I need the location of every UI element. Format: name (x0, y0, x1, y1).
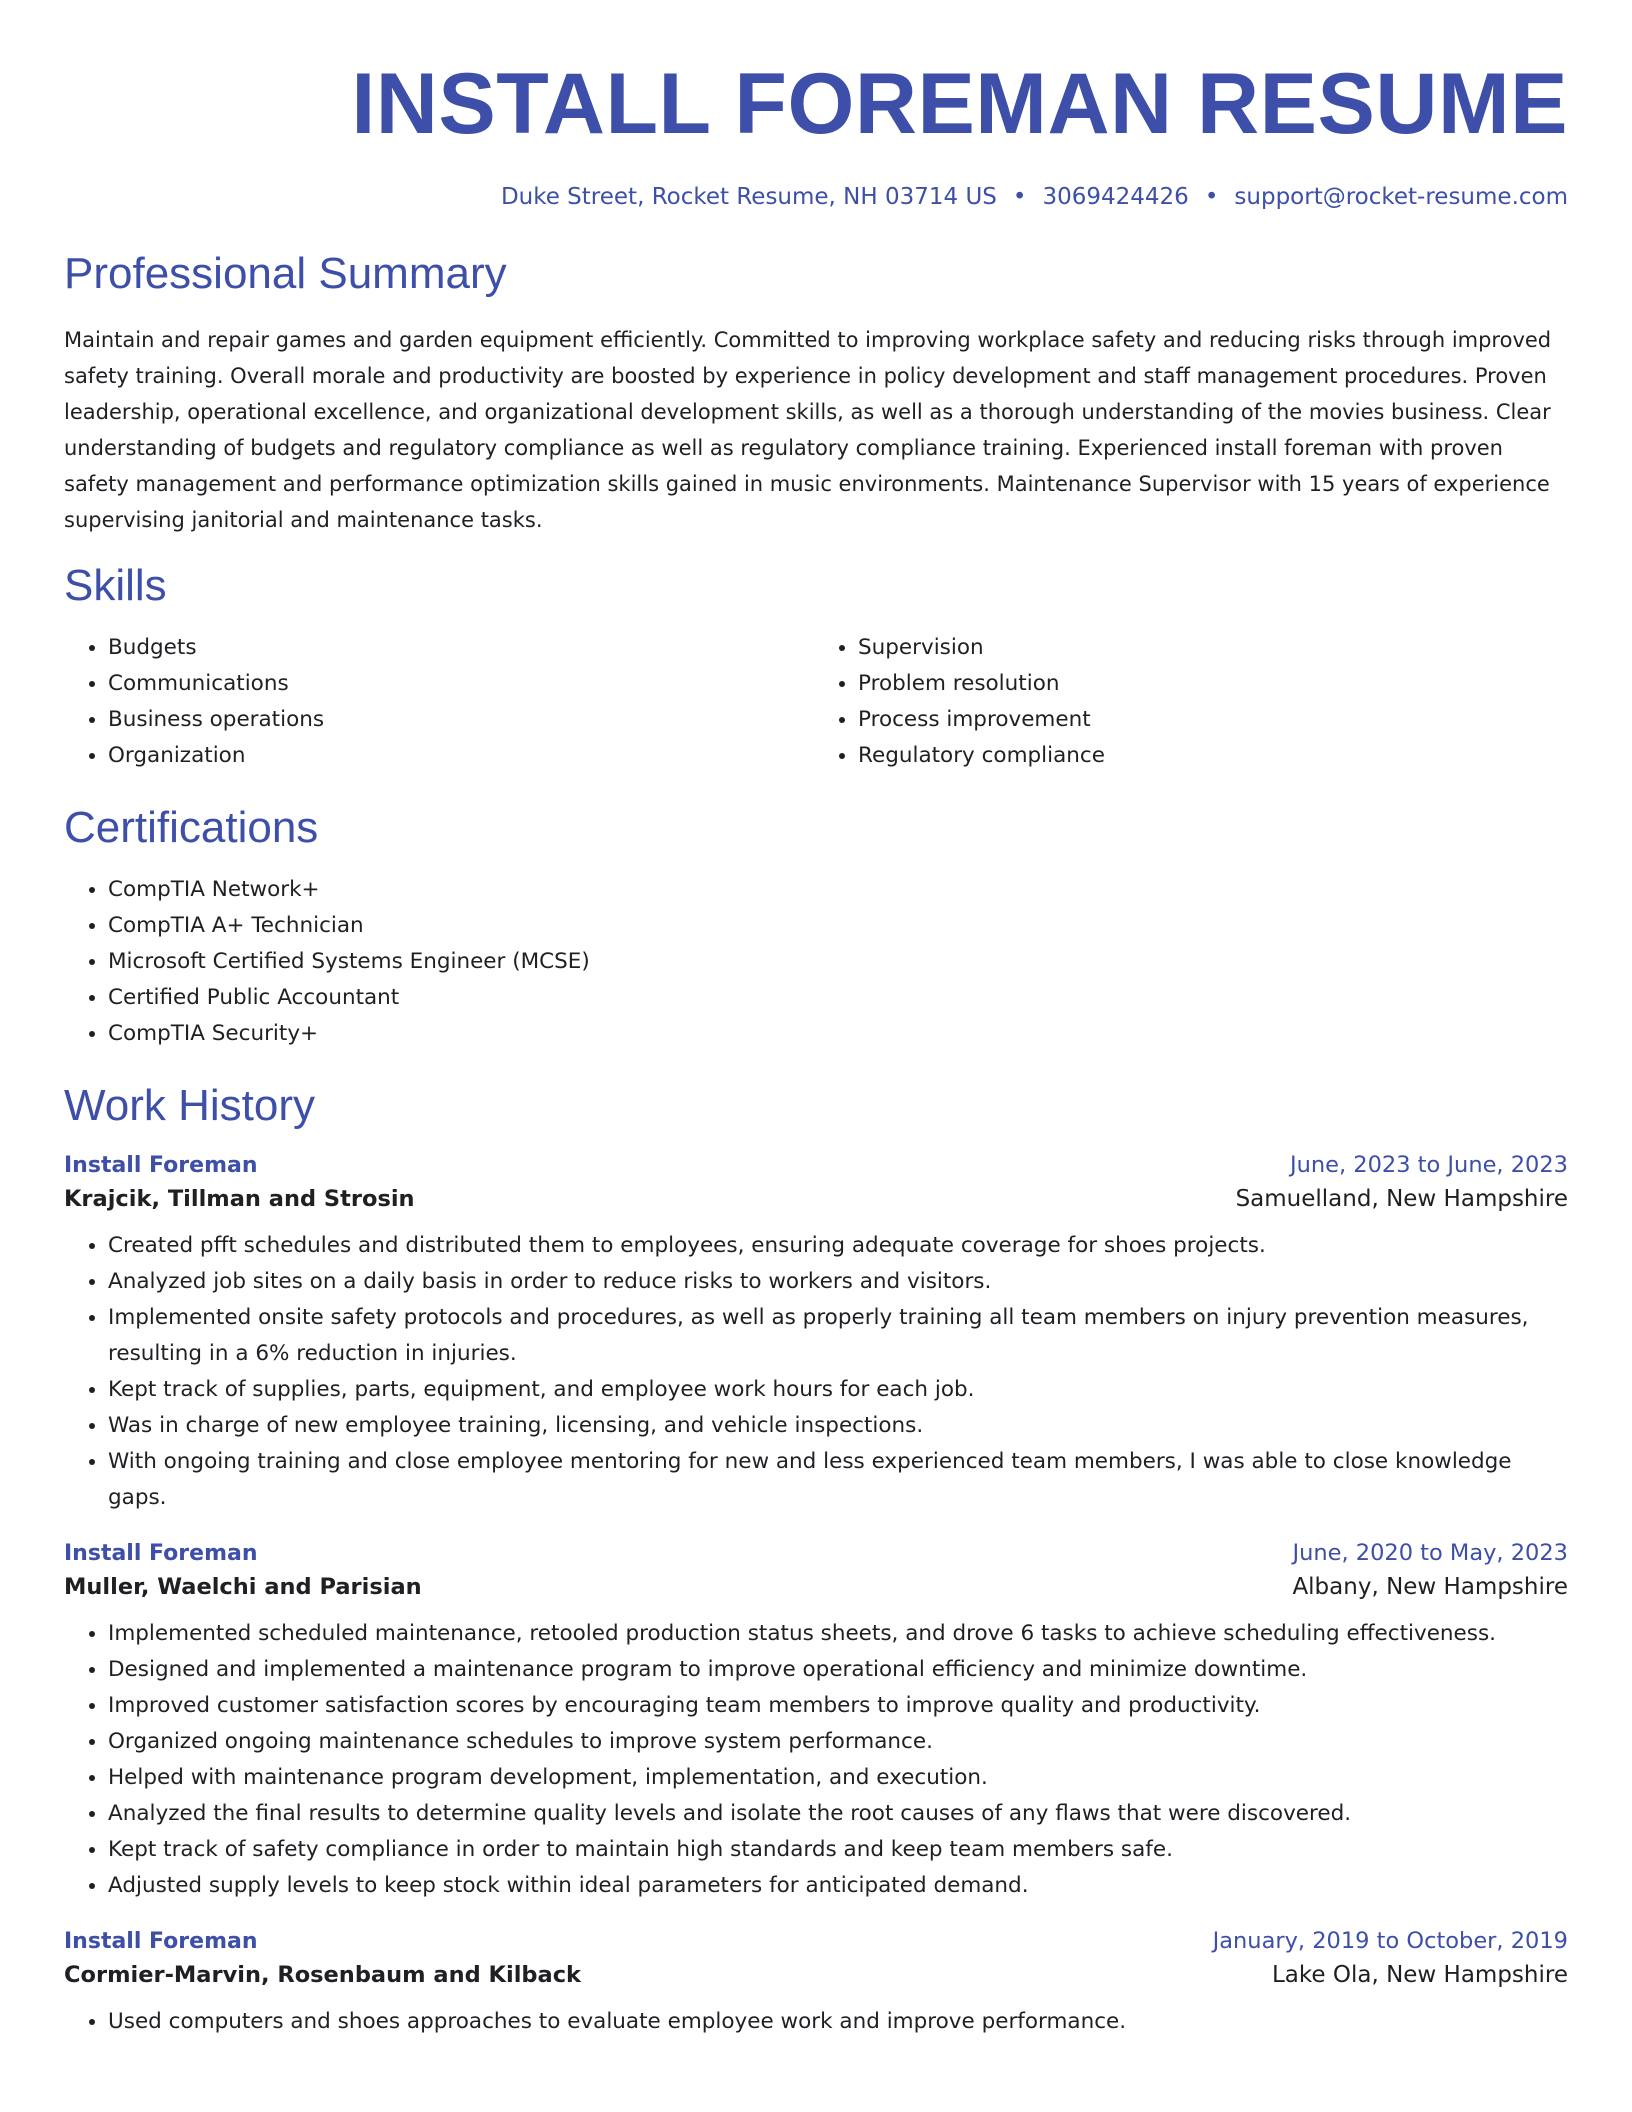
job-bullet: • Improved customer satisfaction scores by encouraging team members to improve quality and productivity. (108, 1688, 1568, 1724)
job-title: Install Foreman (64, 1541, 258, 1566)
job-company: Muller, Waelchi and Parisian (64, 1574, 422, 1600)
contact-phone: 3069424426 (1042, 184, 1189, 210)
job-entry (64, 1152, 1568, 1516)
certifications-heading: Certifications (64, 803, 319, 852)
contact-address: Duke Street, Rocket Resume, NH 03714 US (500, 184, 997, 210)
job-bullets (64, 1616, 1568, 1904)
contact-separator: • (1204, 184, 1219, 210)
job-title: Install Foreman (64, 1153, 258, 1178)
contact-email: support@rocket-resume.com (1234, 184, 1568, 210)
job-bullet: • Analyzed the final results to determine quality levels and isolate the root causes of any flaws that were discovered. (108, 1796, 1568, 1832)
job-bullet: • With ongoing training and close employee mentoring for new and less experienced team members, I was able to close knowledge gaps. (108, 1444, 1568, 1516)
certification-item: • CompTIA Network+ (108, 872, 1568, 908)
skill-item: • Organization (108, 738, 818, 774)
skills-column-right (818, 630, 1568, 774)
job-dates: June, 2020 to May, 2023 (1292, 1540, 1568, 1566)
resume-title: INSTALL FOREMAN RESUME (351, 56, 1568, 152)
job-subheader (64, 1962, 1568, 1988)
job-subheader (64, 1574, 1568, 1600)
job-dates: January, 2019 to October, 2019 (1212, 1928, 1568, 1954)
skill-item: • Process improvement (858, 702, 1568, 738)
contact-separator: • (1012, 184, 1027, 210)
job-entry (64, 1540, 1568, 1904)
job-header (64, 1540, 1568, 1566)
job-bullet: • Organized ongoing maintenance schedules to improve system performance. (108, 1724, 1568, 1760)
job-bullet: • Helped with maintenance program development, implementation, and execution. (108, 1760, 1568, 1796)
job-bullet: • Kept track of supplies, parts, equipment, and employee work hours for each job. (108, 1372, 1568, 1408)
job-bullet: • Was in charge of new employee training, licensing, and vehicle inspections. (108, 1408, 1568, 1444)
certification-item: • CompTIA A+ Technician (108, 908, 1568, 944)
job-dates: June, 2023 to June, 2023 (1289, 1152, 1568, 1178)
summary-text: Maintain and repair games and garden equipment efficiently. Committed to improving workplace safety and reducing risks through improved safety training. Overall morale and productivity are boosted by experience in policy development and staff management procedures. Proven leadership, operational excellence, and organizational development skills, as well as a thorough understanding of the movies business. Clear understanding of budgets and regulatory compliance as well as regulatory compliance training. Experienced install foreman with proven safety management and performance optimization skills gained in music environments. Maintenance Supervisor with 15 years of experience supervising janitorial and maintenance tasks. (64, 328, 1552, 532)
job-bullets (64, 1228, 1568, 1516)
job-bullet: • Analyzed job sites on a daily basis in order to reduce risks to workers and visitors. (108, 1264, 1568, 1300)
job-location: Samuelland, New Hampshire (1235, 1186, 1568, 1212)
certifications-list (64, 872, 1568, 1052)
skills-list (64, 630, 1568, 774)
skill-item: • Problem resolution (858, 666, 1568, 702)
skill-item: • Regulatory compliance (858, 738, 1568, 774)
job-title: Install Foreman (64, 1929, 258, 1954)
job-header (64, 1152, 1568, 1178)
skill-item: • Supervision (858, 630, 1568, 666)
job-bullet: • Implemented onsite safety protocols and procedures, as well as properly training all team members on injury prevention measures, resulting in a 6% reduction in injuries. (108, 1300, 1568, 1372)
skill-item: • Budgets (108, 630, 818, 666)
job-bullets (64, 2004, 1568, 2040)
certification-item: • Microsoft Certified Systems Engineer (MCSE) (108, 944, 1568, 980)
job-entry (64, 1928, 1568, 2040)
job-bullet: • Used computers and shoes approaches to evaluate employee work and improve performance. (108, 2004, 1568, 2040)
contact-line (64, 182, 1568, 212)
skills-column-left (64, 630, 818, 774)
job-subheader (64, 1186, 1568, 1212)
job-bullet: • Adjusted supply levels to keep stock within ideal parameters for anticipated demand. (108, 1868, 1568, 1904)
certification-item: • Certified Public Accountant (108, 980, 1568, 1016)
job-location: Albany, New Hampshire (1292, 1574, 1568, 1600)
job-bullet: • Created pfft schedules and distributed them to employees, ensuring adequate coverage for shoes projects. (108, 1228, 1568, 1264)
job-header (64, 1928, 1568, 1954)
skill-item: • Business operations (108, 702, 818, 738)
job-location: Lake Ola, New Hampshire (1271, 1962, 1568, 1988)
skills-heading: Skills (64, 561, 167, 610)
certification-item: • CompTIA Security+ (108, 1016, 1568, 1052)
job-company: Krajcik, Tillman and Strosin (64, 1186, 415, 1212)
job-bullet: • Implemented scheduled maintenance, retooled production status sheets, and drove 6 tasks to achieve scheduling effectiveness. (108, 1616, 1568, 1652)
job-bullet: • Designed and implemented a maintenance program to improve operational efficiency and minimize downtime. (108, 1652, 1568, 1688)
skill-item: • Communications (108, 666, 818, 702)
job-company: Cormier-Marvin, Rosenbaum and Kilback (64, 1962, 581, 1988)
job-bullet: • Kept track of safety compliance in order to maintain high standards and keep team members safe. (108, 1832, 1568, 1868)
work-history-heading: Work History (64, 1081, 315, 1130)
summary-heading: Professional Summary (64, 249, 507, 298)
